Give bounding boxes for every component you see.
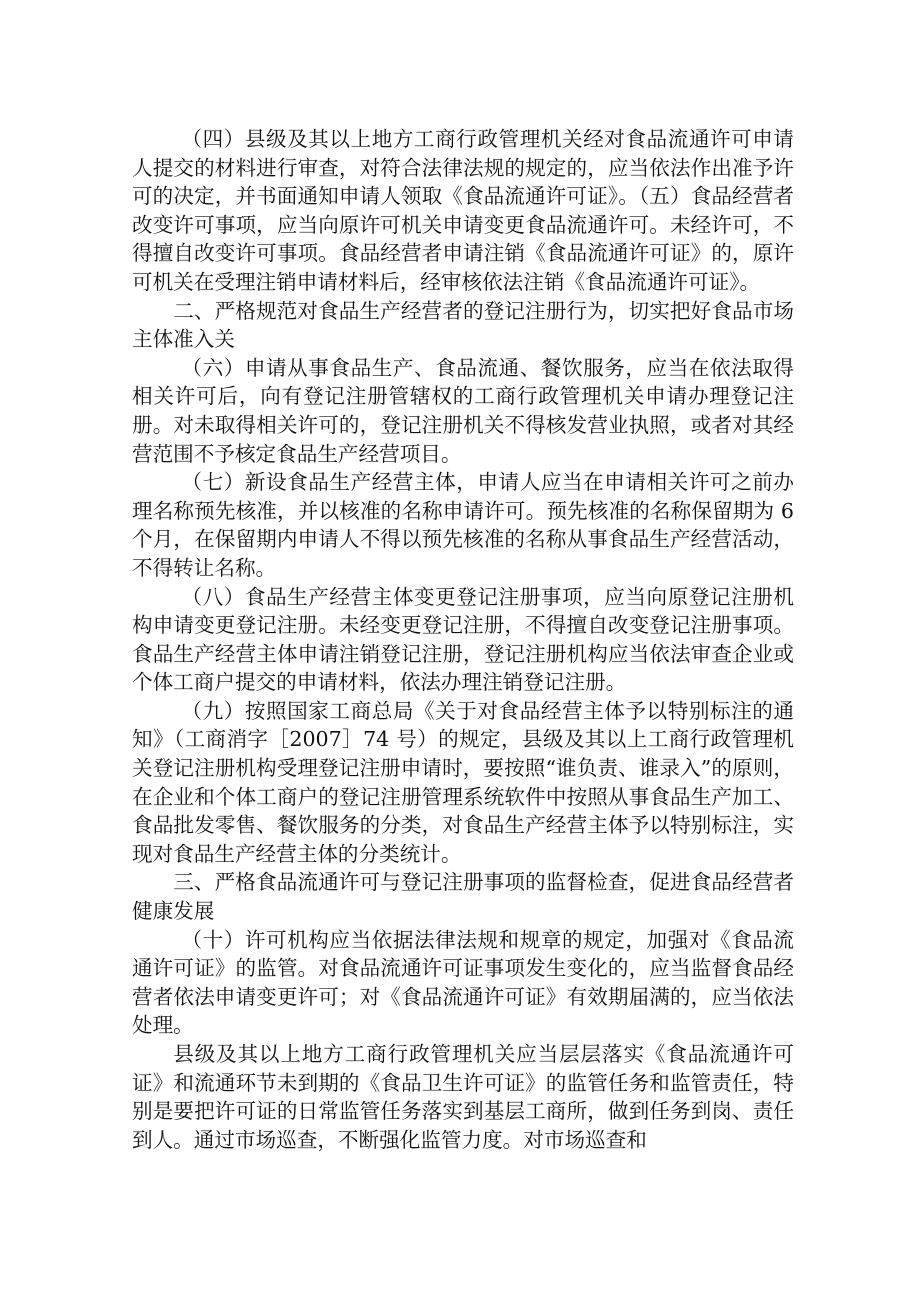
paragraph-item-8: （八）食品生产经营主体变更登记注册事项，应当向原登记注册机构申请变更登记注册。未经变更登记注册，不得擅自改变登记注册事项。食品生产经营主体申请注销登记注册，登记注册机构应当依法审查企业或个体工商户提交的申请材料，依法办理注销登记注册。 xyxy=(132,584,794,695)
section-heading-2: 二、严格规范对食品生产经营者的登记注册行为，切实把好食品市场主体准入关 xyxy=(132,298,794,352)
paragraph-item-7: （七）新设食品生产经营主体，申请人应当在申请相关许可之前办理名称预先核准，并以核准的名称申请许可。预先核准的名称保留期为 6 个月，在保留期内申请人不得以预先核准的名称从事食品生产经营活动，不得转让名称。 xyxy=(132,470,794,580)
paragraph-item-10: （十）许可机构应当依据法律法规和规章的规定，加强对《食品流通许可证》的监管。对食品流通许可证事项发生变化的，应当监督食品经营者依法申请变更许可；对《食品流通许可证》有效期届满的，应当依法处理。 xyxy=(132,927,794,1038)
document-body xyxy=(132,125,794,1154)
paragraph-item-6: （六）申请从事食品生产、食品流通、餐饮服务，应当在依法取得相关许可后，向有登记注册管辖权的工商行政管理机关申请办理登记注册。对未取得相关许可的，登记注册机关不得核发营业执照，或者对其经营范围不予核定食品生产经营项目。 xyxy=(132,355,794,466)
section-heading-3: 三、严格食品流通许可与登记注册事项的监督检查，促进食品经营者健康发展 xyxy=(132,870,794,924)
paragraph-supervision: 县级及其以上地方工商行政管理机关应当层层落实《食品流通许可证》和流通环节未到期的《食品卫生许可证》的监管任务和监管责任，特别是要把许可证的日常监管任务落实到基层工商所，做到任务到岗、责任到人。通过市场巡查，不断强化监管力度。对市场巡查和 xyxy=(132,1042,794,1152)
paragraph-item-4-5: （四）县级及其以上地方工商行政管理机关经对食品流通许可申请人提交的材料进行审查，对符合法律法规的规定的，应当依法作出准予许可的决定，并书面通知申请人领取《食品流通许可证》。（五）食品经营者改变许可事项，应当向原许可机关申请变更食品流通许可。未经许可，不得擅自改变许可事项。食品经营者申请注销《食品流通许可证》的，原许可机关在受理注销申请材料后，经审核依法注销《食品流通许可证》。 xyxy=(132,127,794,294)
paragraph-item-9: （九）按照国家工商总局《关于对食品经营主体予以特别标注的通知》（工商消字［2007］74 号）的规定，县级及其以上工商行政管理机关登记注册机构受理登记注册申请时，要按照“谁负责、谁录入”的原则，在企业和个体工商户的登记注册管理系统软件中按照从事食品生产加工、食品批发零售、餐饮服务的分类，对食品生产经营主体予以特别标注，实现对食品生产经营主体的分类统计。 xyxy=(132,698,794,866)
